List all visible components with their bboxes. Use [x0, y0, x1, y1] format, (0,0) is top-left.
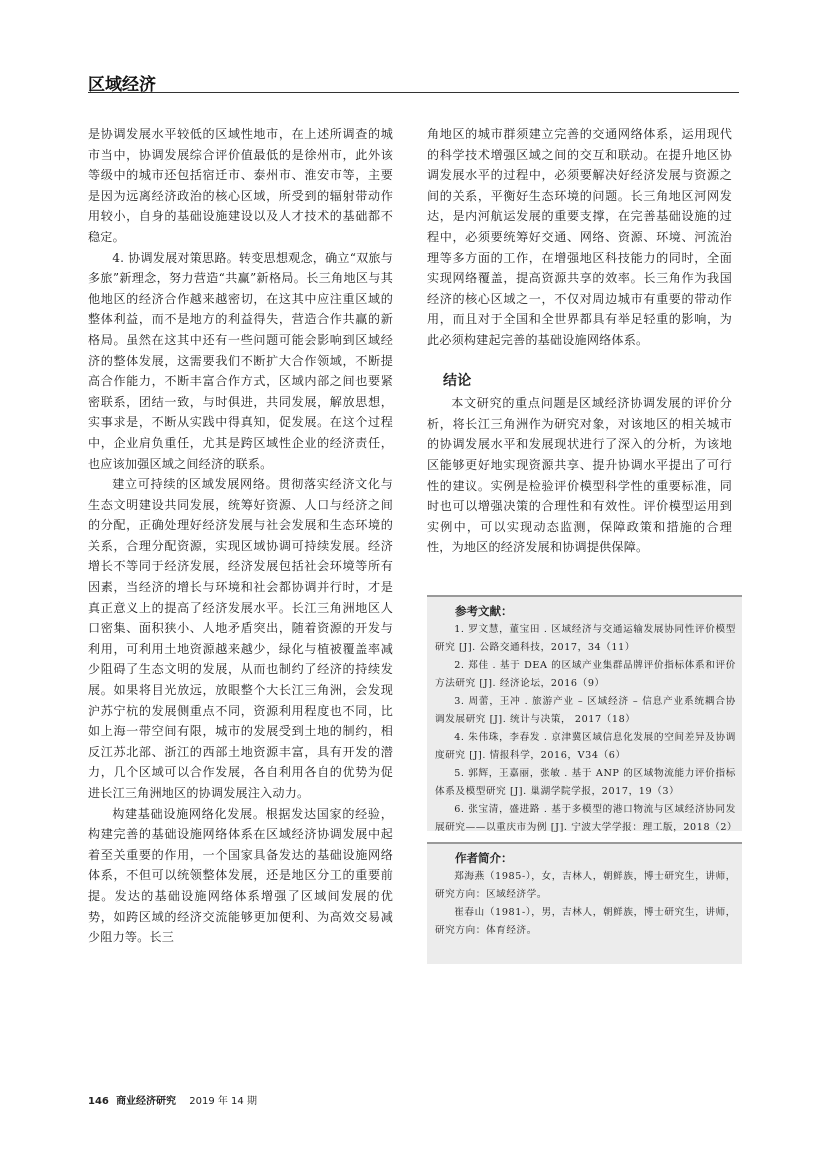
conclusion-heading: 结论 — [443, 372, 472, 389]
reference-item: 2. 郑佳 . 基于 DEA 的区域产业集群品牌评价指标体系和评价方法研究 [J]. 经济论坛，2016（9） — [435, 660, 736, 689]
author-item: 郑海燕（1985-），女，吉林人，朝鲜族，博士研究生，讲师，研究方向：区域经济学。 — [435, 871, 736, 900]
right-column — [427, 124, 732, 558]
left-column — [88, 124, 393, 948]
reference-item: 1. 罗文慧，董宝田 . 区域经济与交通运输发展协同性评价模型研究 [J]. 公路交通科技，2017，34（11） — [435, 624, 736, 653]
reference-item: 4. 朱伟珠，李春发 . 京津冀区域信息化发展的空间差异及协调度研究 [J]. 情报科学，2016，V34（6） — [435, 732, 736, 761]
page-footer — [88, 1092, 257, 1107]
conclusion-paragraph: 本文研究的重点问题是区域经济协调发展的评价分析，将长江三角洲作为研究对象，对该地区的相关城市的协调发展水平和发展现状进行了深入的分析，为该地区能够更好地实现资源共享、提升协调水平提出了可行性的建议。实例是检验评价模型科学性的重要标准，同时也可以增强决策的合理性和有效性。评价模型运用到实例中，可以实现动态监测，保障政策和措施的合理性，为地区的经济发展和协调提供保障。 — [427, 396, 732, 555]
references-heading: 参考文献： — [455, 604, 513, 618]
reference-item: 3. 周蕾，王冲 . 旅游产业 – 区域经济 – 信息产业系统耦合协调发展研究 [J]. 统计与决策， 2017（18） — [435, 696, 736, 725]
author-info-heading: 作者简介： — [455, 851, 513, 865]
body-paragraph: 是协调发展水平较低的区域性地市，在上述所调查的城市当中，协调发展综合评价值最低的是徐州市，此外该等级中的城市还包括宿迁市、泰州市、淮安市等，主要是因为远离经济政治的核心区域，所受到的辐射带动作用较小，自身的基础设施建设以及人才技术的基础都不稳定。 — [88, 127, 393, 244]
journal-name: 商业经济研究 — [116, 1096, 177, 1107]
issue-label: 2019 年 14 期 — [189, 1096, 257, 1107]
body-paragraph: 建立可持续的区域发展网络。贯彻落实经济文化与生态文明建设共同发展，统筹好资源、人口与经济之间的分配，正确处理好经济发展与社会发展和生态环境的关系，合理分配资源，实现区域协调可持续发展。经济增长不等同于经济发展，经济发展包括社会环境等所有因素，当经济的增长与环境和社会都协调并行时，才是真正意义上的提高了经济发展水平。长江三角洲地区人口密集、面积狭小、人地矛盾突出，随着资源的开发与利用，可利用土地资源越来越少，绿化与植被覆盖率减少阻碍了生态文明的发展，从而也制约了经济的持续发展。如果将目光放远，放眼整个大长江三角洲，会发现沪苏宁杭的发展侧重点不同，资源利用程度也不同，比如上海一带空间有限，城市的发展受到土地的制约，相反江苏北部、浙江的西部土地资源丰富，具有开发的潜力，几个区域可以合作发展，各自利用各自的优势为促进长江三角洲地区的协调发展注入动力。 — [88, 477, 393, 800]
body-paragraph: 4. 协调发展对策思路。转变思想观念，确立“双旅与多旅”新理念，努力营造“共赢”新格局。长三角地区与其他地区的经济合作越来越密切，在这其中应注重区域的整体利益，而不是地方的利益得失，营造合作共赢的新格局。虽然在这其中还有一些问题可能会影响到区域经济的整体发展，这需要我们不断扩大合作领域，不断提高合作能力，不断丰富合作方式，区域内部之间也要紧密联系，团结一致，与时俱进，共同发展，解放思想，实事求是，不断从实践中得真知，促发展。在这个过程中，企业肩负重任，尤其是跨区域性企业的经济责任，也应该加强区域之间经济的联系。 — [88, 250, 393, 471]
references-box — [427, 595, 742, 831]
author-item: 崔春山（1981-），男，吉林人，朝鲜族，博士研究生，讲师，研究方向：体育经济。 — [435, 907, 736, 936]
author-info-box — [427, 842, 742, 964]
author-info-list — [427, 868, 742, 940]
section-title: 区域经济 — [88, 75, 156, 95]
page-number: 146 — [88, 1096, 109, 1107]
body-paragraph: 角地区的城市群须建立完善的交通网络体系，运用现代的科学技术增强区域之间的交互和联动。在提升地区协调发展水平的过程中，必须要解决好经济发展与资源之间的关系，平衡好生态环境的问题。长三角地区河网发达，是内河航运发展的重要支撑，在完善基础设施的过程中，必须要统筹好交通、网络、资源、环境、河流治理等多方面的工作，在增强地区科技能力的同时，全面实现网络覆盖，提高资源共享的效率。长三角作为我国经济的核心区域之一，不仅对周边城市有重要的带动作用，而且对于全国和全世界都具有举足轻重的影响，为此必须构建起完善的基础设施网络体系。 — [427, 127, 732, 347]
reference-item: 6. 张宝清，盛进路 . 基于多模型的港口物流与区域经济协同发展研究——以重庆市为例 [J]. 宁波大学学报：理工版，2018（2） — [435, 804, 738, 833]
header-rule — [88, 92, 739, 93]
reference-item: 5. 郭辉，王嘉丽，张敏 . 基于 ANP 的区域物流能力评价指标体系及模型研究 [J]. 巢湖学院学报，2017，19（3） — [435, 768, 736, 797]
references-list — [427, 621, 742, 837]
body-paragraph: 构建基础设施网络化发展。根据发达国家的经验，构建完善的基础设施网络体系在区域经济协调发展中起着至关重要的作用，一个国家具备发达的基础设施网络体系，不但可以统领整体发展，还是地区分工的重要前提。发达的基础设施网络体系增强了区域间发展的优势，如跨区域的经济交流能够更加便利、为高效交易减少阻力等。长三 — [88, 806, 393, 945]
